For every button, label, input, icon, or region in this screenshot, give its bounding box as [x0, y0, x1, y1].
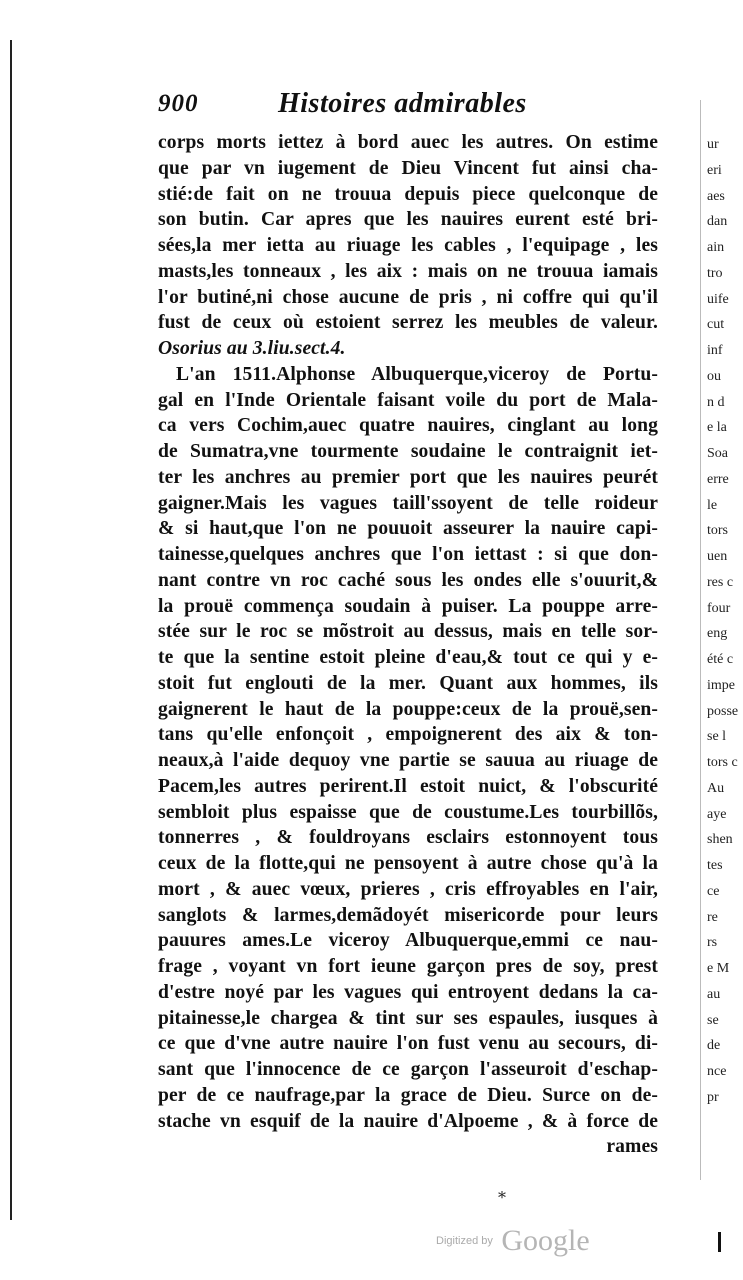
- text-line: ter les anchres au premier port que les nauires peurét: [158, 466, 658, 488]
- running-head: [158, 88, 658, 130]
- facing-page-fragment: impe: [707, 677, 735, 693]
- facing-page-fragment: uen: [707, 549, 728, 564]
- text-line: ca vers Cochim,auec quatre nauires, cinglant au long: [158, 415, 658, 437]
- text-line: neaux,à l'aide dequoy vne partie se sauua au riuage de: [158, 750, 658, 771]
- text-line: ce que d'vne autre nauire l'on fust venu au secours, di-: [158, 1033, 658, 1055]
- page-body: [158, 88, 658, 1160]
- text-line: gaigner.Mais les vagues taill'ssoyent de telle roideur: [158, 492, 658, 514]
- digitized-by-watermark: [436, 1224, 590, 1258]
- facing-page-fragment: se: [707, 1012, 719, 1028]
- gutter-edge-line: [10, 40, 12, 1220]
- facing-page-fragment: uife: [707, 291, 729, 307]
- text-line: Pacem,les autres perirent.Il estoit nuict, & l'obscurité: [158, 775, 658, 797]
- page-number: 900: [158, 90, 199, 117]
- facing-page-fragment: aye: [707, 806, 727, 822]
- facing-page-fragment: de: [707, 1038, 721, 1054]
- text-line: stée sur le roc se mõstroit au dessus, mais en telle sor-: [158, 621, 658, 643]
- facing-page-fragment: tes: [707, 858, 723, 873]
- facing-page-fragment: erre: [707, 471, 729, 487]
- text-line: ceux de la flotte,qui ne pensoyent à autre chose qu'à la: [158, 853, 658, 874]
- text-line: l'or butiné,ni chose aucune de pris , ni coffre qui qu'il: [158, 286, 658, 308]
- running-title: Histoires admirables: [278, 88, 527, 119]
- facing-page-fragment: re: [707, 909, 718, 925]
- text-line: tainesse,quelques anchres que l'on iettast : si que don-: [158, 544, 658, 565]
- text-line: de Sumatra,vne tourmente soudaine le contraignit iet-: [158, 441, 658, 462]
- text-line: sembloit plus espaisse que de coustume.Les tourbillõs,: [158, 801, 658, 823]
- text-line: corps morts iettez à bord auec les autres. On estime: [158, 132, 658, 153]
- facing-page-fragment: res c: [707, 574, 734, 590]
- text-line: stié:de fait on ne trouua depuis piece quelconque de: [158, 183, 658, 205]
- facing-page-fragment: n d: [707, 394, 725, 410]
- facing-page-fragment: rs: [707, 935, 718, 951]
- facing-page-fragment: ce: [707, 883, 720, 899]
- facing-page-fragment: le: [707, 497, 718, 513]
- text-line: tans qu'elle enfonçoit , empoignerent des aix & ton-: [158, 724, 658, 746]
- signature-mark: *: [498, 1188, 506, 1207]
- facing-page-fragment: pr: [707, 1089, 719, 1105]
- text-line: sant que l'innocence de ce garçon l'asseuroit d'eschap-: [158, 1059, 658, 1080]
- facing-page-fragment: aes: [707, 188, 725, 204]
- edge-tick: [718, 1232, 721, 1252]
- facing-page-fragment: ur: [707, 137, 719, 152]
- text-line: frage , voyant vn fort ieune garçon pres de soy, prest: [158, 956, 658, 977]
- text-line: & si haut,que l'on ne pouuoit asseurer la nauire capi-: [158, 518, 658, 540]
- facing-page-fragment: tors: [707, 523, 728, 539]
- text-line: masts,les tonneaux , les aix : mais on ne trouua iamais: [158, 260, 658, 282]
- facing-page-fragment: e la: [707, 420, 727, 436]
- facing-page-fragment: inf: [707, 343, 723, 358]
- digitized-prefix: Digitized by: [436, 1235, 493, 1247]
- facing-page-fragment: tro: [707, 265, 723, 281]
- text-line: pauures ames.Le viceroy Albuquerque,emmi ce nau-: [158, 930, 658, 952]
- facing-page-fragment: ain: [707, 240, 725, 255]
- facing-page-fragment: Soa: [707, 446, 728, 461]
- facing-page-fragment: shen: [707, 832, 733, 848]
- text-line: stache vn esquif de la nauire d'Alpoeme , & à force de: [158, 1110, 658, 1132]
- text-line: gal en l'Inde Orientale faisant voile du port de Mala-: [158, 389, 658, 411]
- body-text: [158, 130, 658, 1160]
- facing-page-fragment: été c: [707, 652, 734, 667]
- facing-page-fragments: [707, 132, 743, 1111]
- facing-page-fragment: tors c: [707, 755, 738, 770]
- text-line: pitainesse,le chargea & tint sur ses espaules, iusques à: [158, 1007, 658, 1029]
- facing-page-fragment: au: [707, 986, 721, 1002]
- text-line: gaignerent le haut de la pouppe:ceux de la prouë,sen-: [158, 698, 658, 720]
- facing-page-fragment: ou: [707, 368, 721, 384]
- text-line: nant contre vn roc caché sous les ondes elle s'ouurit,&: [158, 569, 658, 591]
- text-line: mort , & auec vœux, prieres , cris effroyables en l'air,: [158, 878, 658, 900]
- text-line: la prouë commença soudain à puiser. La pouppe arre-: [158, 595, 658, 617]
- text-line: sées,la mer ietta au riuage les cables , l'equipage , les: [158, 235, 658, 256]
- facing-page-fragment: eng: [707, 626, 728, 642]
- text-line: que par vn iugement de Dieu Vincent fut ainsi cha-: [158, 157, 658, 179]
- facing-page-fragment: four: [707, 600, 731, 616]
- facing-page-fragment: dan: [707, 214, 728, 230]
- text-line: L'an 1511.Alphonse Albuquerque,viceroy de Portu-: [176, 363, 658, 385]
- facing-page-fragment: posse: [707, 703, 739, 719]
- text-line: tonnerres , & fouldroyans esclairs estonnoyent tous: [158, 827, 658, 849]
- text-line: sanglots & larmes,demãdoyét misericorde pour leurs: [158, 904, 658, 926]
- facing-page-fragment: nce: [707, 1064, 727, 1079]
- text-line: per de ce naufrage,par la grace de Dieu. Surce on de-: [158, 1084, 658, 1106]
- text-line: fust de ceux où estoient serrez les meubles de valeur.: [158, 312, 658, 334]
- text-line: son butin. Car apres que les nauires eurent esté bri-: [158, 209, 658, 231]
- facing-page-fragment: e M: [707, 961, 730, 976]
- text-line: Osorius au 3.liu.sect.4.: [158, 338, 346, 359]
- text-line: te que la sentine estoit pleine d'eau,& tout ce qui y e-: [158, 647, 658, 668]
- facing-page-fragment: eri: [707, 162, 722, 178]
- text-line: rames: [606, 1136, 658, 1158]
- text-line: stoit fut englouti de la mer. Quant aux hommes, ils: [158, 672, 658, 694]
- facing-page-fragment: Au: [707, 780, 725, 796]
- facing-page-fragment: cut: [707, 317, 725, 333]
- facing-page-edge: [700, 100, 701, 1180]
- text-line: d'estre noyé par les vagues qui entroyent dedans la ca-: [158, 981, 658, 1003]
- google-logo: Google: [501, 1224, 590, 1257]
- facing-page-fragment: se l: [707, 729, 727, 745]
